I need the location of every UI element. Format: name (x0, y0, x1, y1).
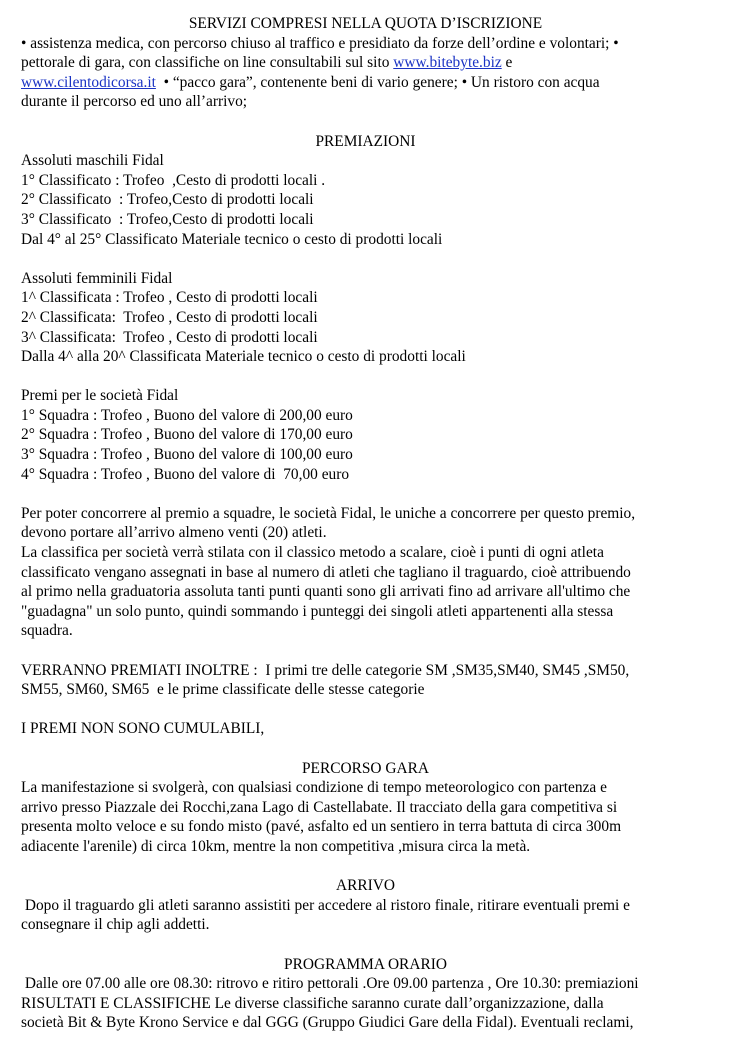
paragraph-line: al primo nella graduatoria assoluta tanti punti quanti sono gli arrivati fino ad arrivare all'ultimo che (21, 583, 631, 601)
servizi-text: pettorale di gara, con classifiche on line consultabili sul sito (21, 54, 394, 72)
paragraph-line: VERRANNO PREMIATI INOLTRE : I primi tre delle categorie SM ,SM35,SM40, SM45 ,SM50, (21, 661, 630, 679)
section-servizi (21, 14, 710, 112)
paragraph-line: devono portare all’arrivo almeno venti (20) atleti. (21, 524, 327, 542)
servizi-text: e (501, 54, 513, 72)
section-premiazioni (21, 132, 710, 739)
servizi-line: • assistenza medica, con percorso chiuso al traffico e presidiato da forze dell’ordine e volontari; • (21, 34, 619, 52)
paragraph-line: Dalle ore 07.00 alle ore 08.30: ritrovo e ritiro pettorali .Ore 09.00 partenza , Ore 10.30: premiazioni (21, 975, 639, 993)
list-item: 1^ Classificata : Trofeo , Cesto di prodotti locali (21, 289, 318, 307)
arrivo-heading: ARRIVO (336, 877, 395, 895)
paragraph-line: "guadagna" un solo punto, quindi sommando i punteggi dei singoli atleti appartenenti alla stessa (21, 602, 614, 620)
societa-title: Premi per le società Fidal (21, 387, 179, 405)
list-item: 1° Squadra : Trofeo , Buono del valore di 200,00 euro (21, 406, 353, 424)
list-item: 2^ Classificata: Trofeo , Cesto di prodotti locali (21, 308, 318, 326)
paragraph-line: arrivo presso Piazzale dei Rocchi,zana Lago di Castellabate. Il tracciato della gara competitiva si (21, 798, 618, 816)
list-item: 3° Classificato : Trofeo,Cesto di prodotti locali (21, 210, 314, 228)
list-item: Dalla 4^ alla 20^ Classificata Materiale tecnico o cesto di prodotti locali (21, 348, 466, 366)
servizi-heading: SERVIZI COMPRESI NELLA QUOTA D’ISCRIZIONE (188, 15, 543, 32)
premiazioni-heading: PREMIAZIONI (315, 132, 416, 150)
paragraph-line: La manifestazione si svolgerà, con qualsiasi condizione di tempo meteorologico con partenza e (21, 779, 607, 797)
list-item: 3^ Classificata: Trofeo , Cesto di prodotti locali (21, 328, 318, 346)
list-item: 1° Classificato : Trofeo ,Cesto di prodotti locali . (21, 171, 326, 189)
inoltre-paragraph (21, 661, 710, 700)
bitebyte-link[interactable]: www.bitebyte.biz (393, 54, 502, 72)
servizi-line (21, 53, 710, 73)
femminili-title: Assoluti femminili Fidal (21, 269, 173, 287)
paragraph-line: classificato vengano assegnati in base al numero di atleti che tagliano il traguardo, cioè attribuendo (21, 563, 631, 581)
paragraph-line: Per poter concorrere al premio a squadre, le società Fidal, le uniche a concorrere per questo premio, (21, 504, 636, 522)
list-item: Dal 4° al 25° Classificato Materiale tecnico o cesto di prodotti locali (21, 230, 443, 248)
paragraph-line: società Bit & Byte Krono Service e dal GGG (Gruppo Giudici Gare della Fidal). Eventuali reclami, (21, 1014, 634, 1032)
list-item: 3° Squadra : Trofeo , Buono del valore di 100,00 euro (21, 446, 353, 464)
cilentodicorsa-link[interactable]: www.cilentodicorsa.it (21, 73, 156, 91)
paragraph-line: Dopo il traguardo gli atleti saranno assistiti per accedere al ristoro finale, ritirare eventuali premi e (21, 896, 630, 914)
paragraph-line: La classifica per società verrà stilata con il classico metodo a scalare, cioè i punti di ogni atleta (21, 544, 604, 562)
servizi-text: • “pacco gara”, contenente beni di vario genere; • Un ristoro con acqua (155, 73, 600, 91)
servizi-line (21, 73, 710, 93)
non-cumulabili-note: I PREMI NON SONO CUMULABILI, (21, 720, 265, 738)
list-item: 2° Classificato : Trofeo,Cesto di prodotti locali (21, 191, 314, 209)
programma-heading: PROGRAMMA ORARIO (284, 955, 447, 973)
paragraph-line: presenta molto veloce e su fondo misto (pavé, asfalto ed un sentiero in terra battuta di circa 300m (21, 818, 622, 836)
list-item: 2° Squadra : Trofeo , Buono del valore di 170,00 euro (21, 426, 353, 444)
paragraph-line: adiacente l'arenile) di circa 10km, mentre la non competitiva ,misura circa la metà. (21, 837, 531, 855)
section-percorso (21, 759, 710, 857)
list-item: 4° Squadra : Trofeo , Buono del valore di 70,00 euro (21, 465, 350, 483)
paragraph-line: SM55, SM60, SM65 e le prime classificate delle stesse categorie (21, 681, 425, 699)
servizi-line: durante il percorso ed uno all’arrivo; (21, 93, 248, 111)
squadre-paragraph (21, 504, 710, 641)
maschili-title: Assoluti maschili Fidal (21, 152, 164, 170)
paragraph-line: consegnare il chip agli addetti. (21, 916, 210, 934)
percorso-heading: PERCORSO GARA (301, 759, 429, 777)
paragraph-line: squadra. (21, 622, 73, 640)
section-programma (21, 955, 710, 1033)
paragraph-line: RISULTATI E CLASSIFICHE Le diverse classifiche saranno curate dall’organizzazione, dalla (21, 994, 604, 1012)
section-arrivo (21, 876, 710, 935)
